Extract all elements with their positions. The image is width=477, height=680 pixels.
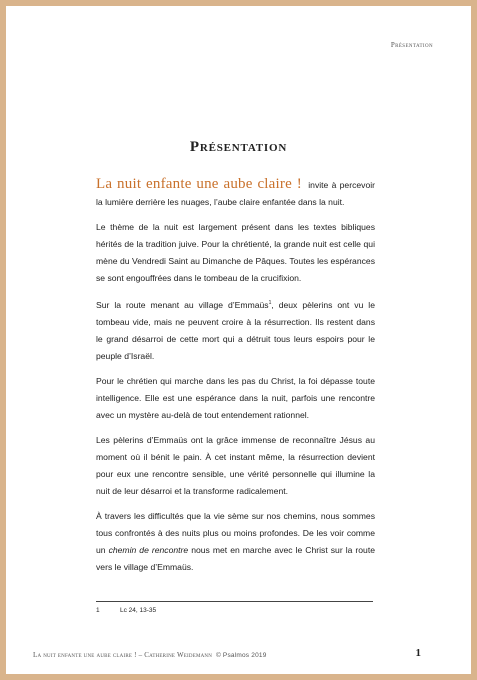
document-page (6, 6, 471, 674)
footnote-reference[interactable]: 1 (268, 300, 272, 306)
paragraph-1: Le thème de la nuit est largement présent dans les textes bibliques hérités de la tradition juive. Pour la chrétienté, la grande nuit est celle qui mène du Vendredi Saint au Dimanche de Pâques. Toutes les espérances se sont engouffrées dans le tombeau de la crucifixion. (96, 222, 375, 283)
paragraph-3: Pour le chrétien qui marche dans les pas du Christ, la foi dépasse toute intelligence. Elle est une espérance dans la nuit, parfois une rencontre avec un mystère au-delà de tout entendement rationnel. (96, 375, 375, 420)
footer-publisher: © Psalmos 2019 (215, 652, 267, 659)
page-title: Présentation (189, 139, 288, 155)
body-text (96, 176, 375, 584)
lead-paragraph (96, 176, 375, 211)
paragraph-2-text-b: , deux pèlerins ont vu le tombeau vide, mais ne peuvent croire à la résurrection. Ils restent dans le grand désarroi de cette mort qui a détruit tous leurs espoirs pour le peuple d’Israël. (96, 299, 375, 361)
footer-separator: – (138, 651, 143, 659)
footer-author: Catherine Weidemann (144, 651, 213, 659)
paragraph-5-text-b: nous met en marche avec le Christ sur la route vers le village d’Emmaüs. (96, 544, 375, 572)
footer-book-title: La nuit enfante une aube claire ! (33, 651, 137, 659)
paragraph-5 (96, 508, 375, 576)
lead-text: invite à percevoir la lumière derrière les nuages, l’aube claire enfantée dans la nuit. (96, 180, 375, 207)
paragraph-4: Les pèlerins d’Emmaüs ont la grâce immense de reconnaître Jésus au moment où il bénit le pain. À cet instant même, la résurrection devient pour eux une rencontre sensible, une vérité personnelle qui illumine la nuit de leur désarroi et la transforme radicalement. (96, 434, 375, 496)
running-header: Présentation (390, 41, 433, 49)
paragraph-5-text-a: À travers les difficultés que la vie sème sur nos chemins, nous sommes tous confrontés à des nuits plus ou moins profondes. De les voir comme un (96, 510, 375, 555)
paragraph-2-text-a: Sur la route menant au village d’Emmaüs (96, 299, 269, 310)
footnote (96, 607, 156, 614)
page-number: 1 (415, 647, 421, 659)
paragraph-2 (96, 295, 375, 365)
footnote-text: Lc 24, 13-35 (120, 607, 157, 614)
page-footer (33, 651, 267, 659)
paragraph-5-italic: chemin de rencontre (108, 544, 189, 555)
footnote-number: 1 (96, 607, 100, 614)
lead-title: La nuit enfante une aube claire ! (96, 176, 302, 192)
footnote-divider (96, 601, 373, 602)
